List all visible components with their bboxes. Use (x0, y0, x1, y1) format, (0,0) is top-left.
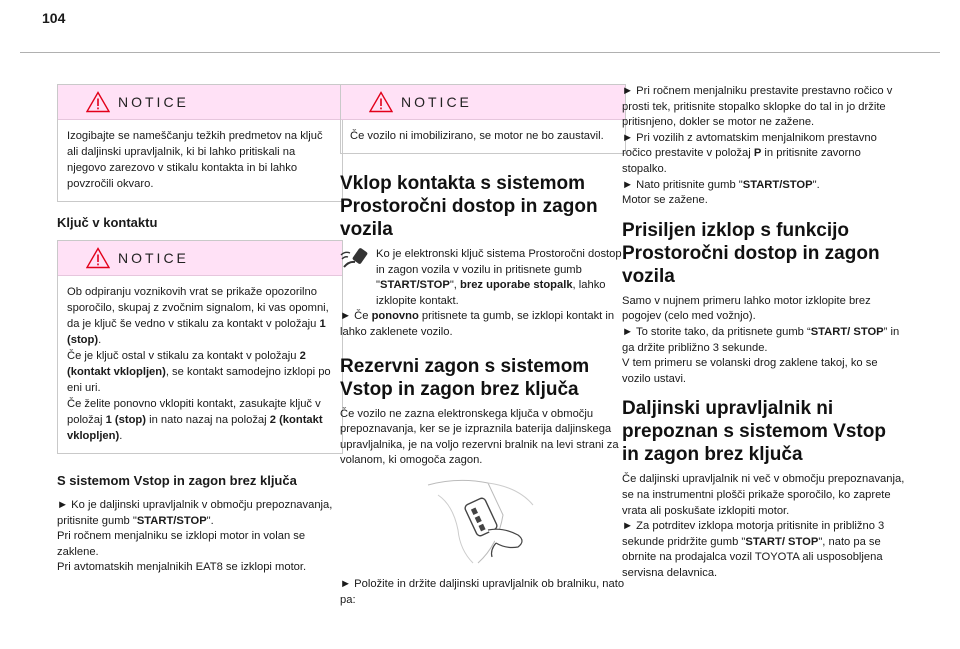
paragraph: ► Če ponovno pritisnete ta gumb, se izklopi kontakt in lahko zaklenete vozilo. (340, 310, 615, 338)
paragraph: Če vozilo ne zazna elektronskega ključa v območju prepoznavanja, ker se je izpraznila baterija daljinskega upravljalnika, je na voljo rezervni bralnik na levi strani za volanom, ki omogoča zagon. (340, 407, 619, 467)
column-3 (622, 84, 908, 581)
paragraph: ► Položite in držite daljinski upravljalnik ob bralniku, nato pa: (340, 577, 625, 606)
paragraph: Motor se zažene. (622, 194, 708, 207)
keyless-paragraph: Ko je elektronski ključ sistema Prostoročni dostop in zagon vozila v vozilu in pritisnete gumb "START/STOP", brez uporabe stopalk, lahko izklopite kontakt. (340, 247, 626, 309)
notice-text: Ob odpiranju voznikovih vrat se prikaže opozorilno sporočilo, skupaj z zvočnim signalom, ki vas opomni, da je ključ še vedno v stikalu za kontakt v položaju 1 (stop). Če je ključ ostal v stikalu za kontakt v položaju 2 (kontakt vklopljen), se kontakt samodejno izklopi po eni uri. Če želite ponovno vklopiti kontakt, zasukajte ključ v položaj 1 (stop) in nato nazaj na položaj 2 (kontakt vklopljen). (67, 286, 331, 442)
paragraph: ► Nato pritisnite gumb "START/STOP". (622, 178, 820, 191)
warning-icon (86, 247, 110, 269)
paragraph: ► Pri vozilih z avtomatskim menjalnikom prestavno ročico prestavite v položaj P in pritisnite zavorno stopalko. (622, 131, 877, 175)
page-number: 104 (42, 10, 66, 26)
warning-icon (369, 91, 393, 113)
paragraph: Samo v nujnem primeru lahko motor izklopite brez pogojev (celo med vožnjo). (622, 294, 871, 323)
notice-title: NOTICE (118, 94, 189, 110)
backup-reader-illustration (418, 475, 538, 565)
header-rule (20, 52, 940, 53)
notice-box (57, 84, 343, 202)
paragraph: ► Pri ročnem menjalniku prestavite prestavno ročico v prosti tek, pritisnite stopalko sklopke do tal in jo držite pritisnjeno, dokler se motor ne zažene. (622, 85, 893, 129)
column-1 (57, 84, 343, 576)
notice-header (58, 241, 342, 276)
paragraph: Pri ročnem menjalniku se izklopi motor in volan se zaklene. (57, 530, 306, 558)
section-heading: Prisiljen izklop s funkcijo Prostoročni dostop in zagon vozila (622, 219, 880, 287)
paragraph: ► To storite tako, da pritisnete gumb “START/ STOP” in ga držite približno 3 sekunde. (622, 325, 900, 354)
paragraph: Če daljinski upravljalnik ni več v območju prepoznavanja, se na instrumentni plošči prikaže sporočilo, ko zaprete vrata ali poskušate izklopiti motor. (622, 473, 905, 517)
notice-header (58, 85, 342, 120)
section-heading: Daljinski upravljalnik ni prepoznan s sistemom Vstop in zagon brez ključa (622, 398, 886, 466)
notice-title: NOTICE (118, 250, 189, 266)
notice-text: Če vozilo ni imobilizirano, se motor ne bo zaustavil. (350, 130, 604, 142)
notice-title: NOTICE (401, 94, 472, 110)
section-heading: Vklop kontakta s sistemom Prostoročni dostop in zagon vozila (340, 173, 598, 240)
section-heading: Rezervni zagon s sistemom Vstop in zagon brez ključa (340, 355, 590, 400)
notice-box (57, 240, 343, 454)
paragraph: ► Za potrditev izklopa motorja pritisnite in približno 3 sekunde pridržite gumb "START/ STOP", nato pa se obrnite na prodajalca vozil TOYOTA ali usposobljena servisna delavnica. (622, 520, 885, 579)
paragraph: ► Ko je daljinski upravljalnik v območju prepoznavanja, pritisnite gumb "START/STOP". (57, 499, 333, 527)
notice-header (341, 85, 625, 120)
column-2 (340, 84, 626, 608)
warning-icon (86, 91, 110, 113)
notice-box (340, 84, 626, 154)
paragraph: V tem primeru se volanski drog zaklene takoj, ko se vozilo ustavi. (622, 357, 878, 385)
paragraph: Pri avtomatskih menjalnikih EAT8 se izklopi motor. (57, 561, 307, 574)
notice-text: Izogibajte se nameščanju težkih predmetov na ključ ali daljinski upravljalnik, ki bi lahko pritiskali na njegovo zarezovo v stikalu kontakta in bi lahko povzročili okvaro. (67, 130, 323, 190)
section-heading: Ključ v kontaktu (57, 215, 158, 230)
section-heading: S sistemom Vstop in zagon brez ključa (57, 473, 297, 488)
smart-key-icon (340, 247, 370, 271)
